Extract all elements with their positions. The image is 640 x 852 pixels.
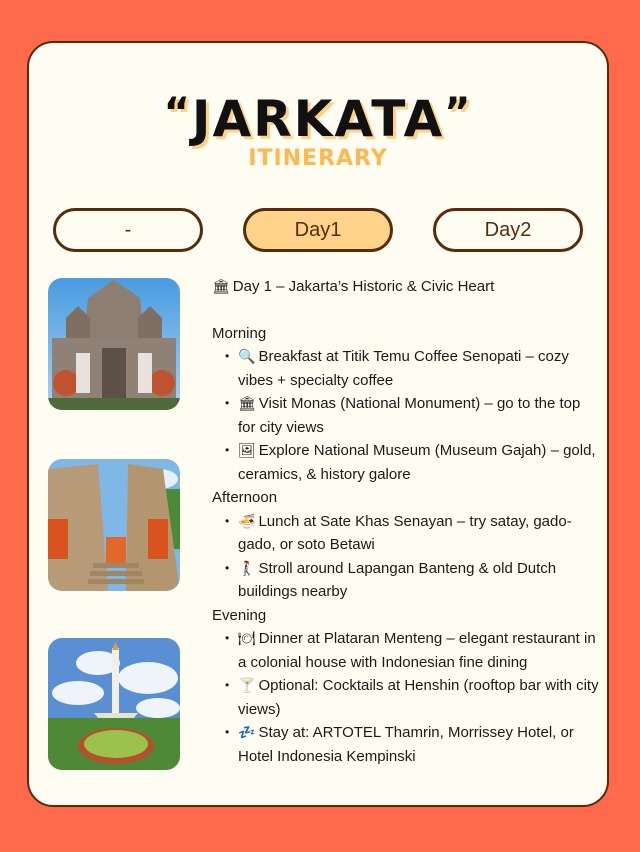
fork-knife-icon: 🍽	[238, 630, 256, 646]
list-item: • 💤 Stay at: ARTOTEL Thamrin, Morrissey Hotel, or Hotel Indonesia Kempinski	[238, 721, 602, 768]
framed-picture-icon: 🖼	[238, 442, 256, 458]
itinerary-card	[27, 41, 609, 807]
museum-icon: 🏛	[238, 395, 256, 411]
list-item: • 🍜 Lunch at Sate Khas Senayan – try satay, gado-gado, or soto Betawi	[238, 510, 602, 557]
list-item: • 🏛 Visit Monas (National Monument) – go to the top for city views	[238, 392, 602, 439]
section-afternoon	[212, 486, 602, 604]
museum-icon: 🏛	[212, 278, 230, 294]
photo-temple-gate	[48, 278, 180, 410]
cocktail-icon: 🍸	[238, 677, 256, 693]
list-item: • 🔍 Breakfast at Titik Temu Coffee Senopati – cozy vibes + specialty coffee	[238, 345, 602, 392]
list-item: • 🖼 Explore National Museum (Museum Gajah) – gold, ceramics, & history galore	[238, 439, 602, 486]
page-subtitle: ITINERARY	[248, 146, 388, 171]
noodle-bowl-icon: 🍜	[238, 512, 256, 529]
list-item: • 🍸 Optional: Cocktails at Henshin (rooftop bar with city views)	[238, 674, 602, 721]
open-quote: “	[163, 90, 192, 136]
section-morning	[212, 322, 602, 487]
tab-day1[interactable]: Day1	[243, 208, 393, 252]
section-label: Morning	[212, 324, 267, 342]
page-title	[29, 83, 607, 149]
tab-blank[interactable]: -	[53, 208, 203, 252]
photo-monas	[48, 638, 180, 770]
magnifier-icon: 🔍	[238, 348, 256, 364]
photo-split-gate	[48, 459, 180, 591]
section-label: Evening	[212, 606, 267, 624]
itinerary-content	[212, 275, 602, 768]
list-item: • 🍽 Dinner at Plataran Menteng – elegant restaurant in a colonial house with Indonesian fine dining	[238, 627, 602, 674]
list-item: • 🚶‍♀ Stroll around Lapangan Banteng & old Dutch buildings nearby	[238, 557, 602, 604]
day-heading: 🏛 Day 1 – Jakarta’s Historic & Civic Heart	[212, 278, 495, 295]
close-quote: ”	[444, 90, 473, 136]
sleep-icon: 💤	[238, 724, 256, 740]
section-label: Afternoon	[212, 489, 278, 506]
day-tabs	[53, 208, 583, 252]
walking-woman-icon: 🚶‍♀	[238, 559, 256, 576]
section-evening	[212, 604, 602, 769]
title-text: JARKATA	[191, 90, 445, 148]
tab-day2[interactable]: Day2	[433, 208, 583, 252]
